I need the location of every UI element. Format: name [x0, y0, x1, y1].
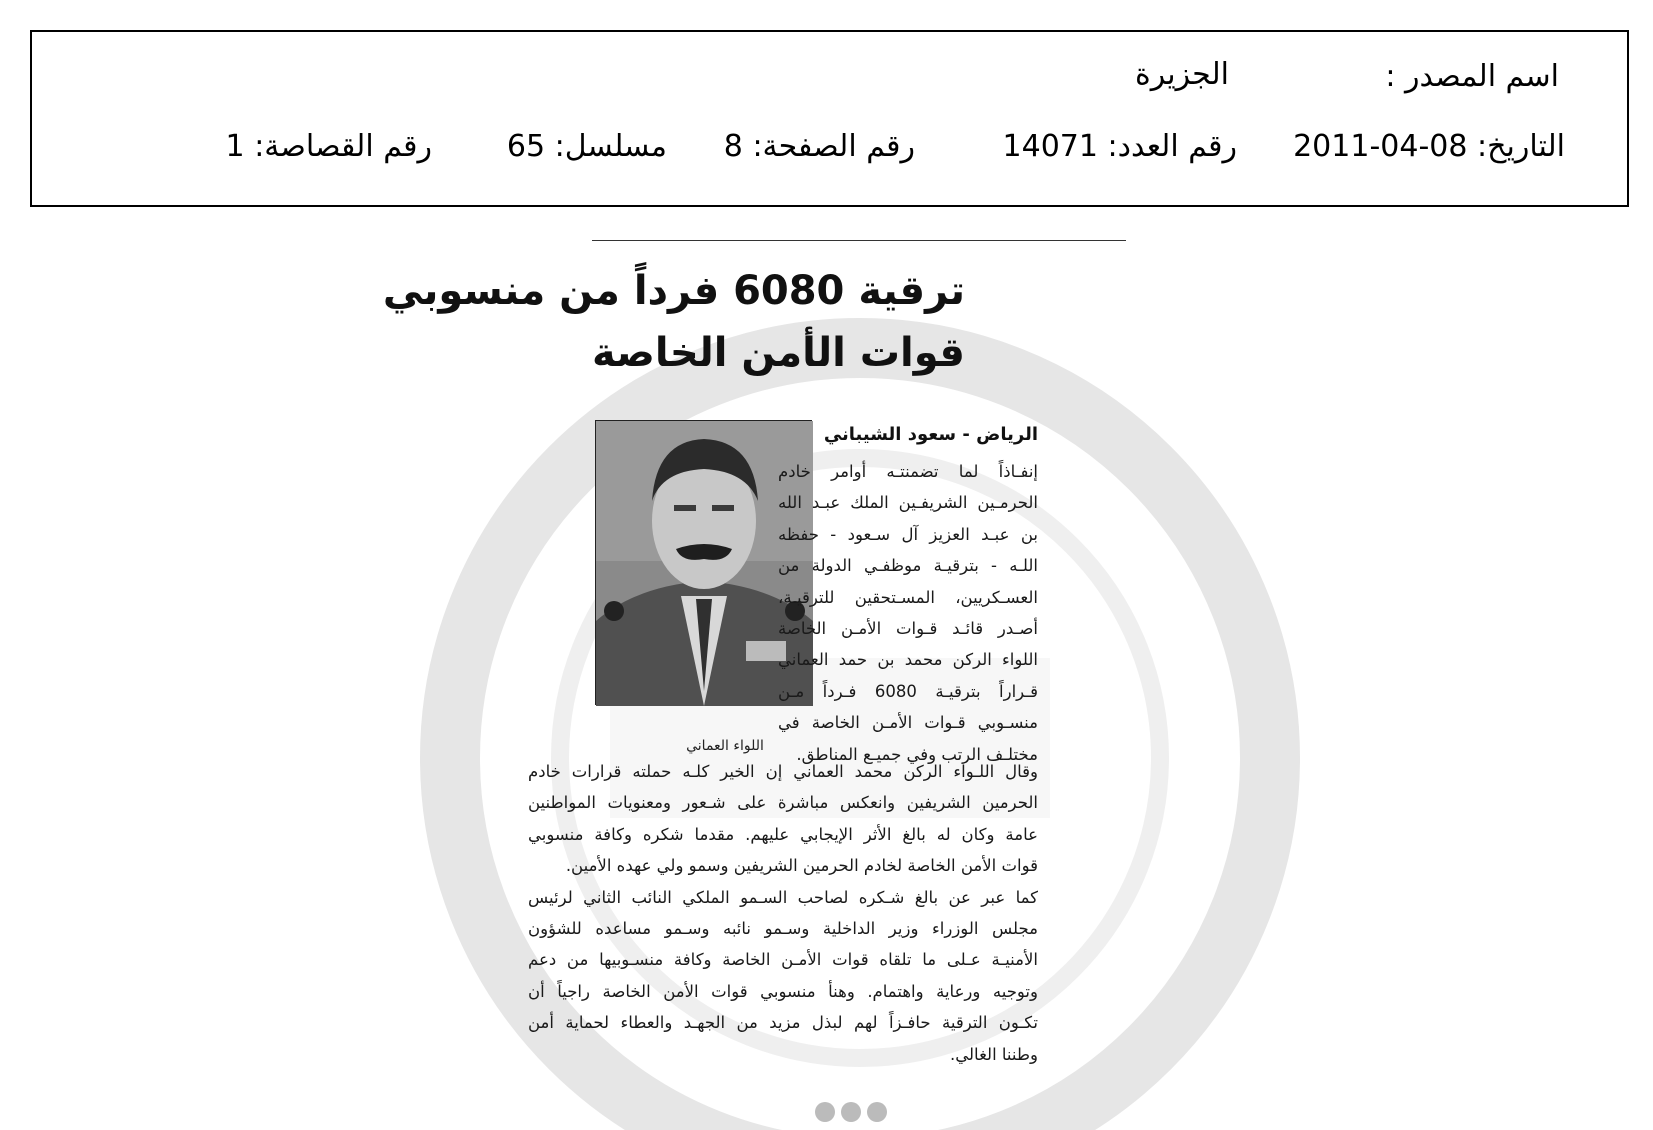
- source-value: الجزيرة: [1134, 57, 1229, 92]
- serial-field: [506, 129, 667, 164]
- text-line: أصـدر قائـد قـوات الأمـن الخاصة: [778, 619, 1038, 639]
- text-line: وتوجيه ورعاية واهتمام. وهنأ منسوبي قوات الأمن الخاصة راجياً أن: [528, 981, 1038, 1001]
- end-marker: [815, 1102, 893, 1126]
- page-field: [723, 129, 915, 164]
- date-label: التاريخ:: [1477, 129, 1565, 164]
- end-dot: [815, 1102, 835, 1122]
- text-line: بن عبـد العزيز آل سـعود - حفظه: [778, 524, 1038, 544]
- end-dot: [867, 1102, 887, 1122]
- source-info-box: [30, 30, 1629, 207]
- clipping-label: رقم القصاصة:: [254, 129, 432, 164]
- article-intro-column: [778, 456, 1038, 770]
- clipping-value: 1: [225, 129, 245, 164]
- text-line: عامة وكان له بالغ الأثر الإيجابي عليهم. مقدما شكره وكافة منسوبي: [528, 824, 1038, 844]
- serial-value: 65: [506, 129, 546, 164]
- text-line: منسـوبي قـوات الأمـن الخاصة في: [778, 713, 1038, 733]
- text-line: وطننا الغالي.: [950, 1044, 1038, 1064]
- page-value: 8: [723, 129, 743, 164]
- issue-value: 14071: [1002, 129, 1098, 164]
- text-line: قوات الأمن الخاصة لخادم الحرمين الشريفين وسمو ولي عهده الأمين.: [565, 856, 1038, 876]
- text-line: الحرمين الشريفين وانعكس مباشرة على شـعور ومعنويات المواطنين: [528, 793, 1038, 813]
- text-line: العسـكريين، المسـتحقين للترقيـة،: [778, 587, 1038, 607]
- article-body: [528, 756, 1038, 1070]
- headline-line-1: ترقية 6080 فرداً من منسوبي: [382, 268, 965, 314]
- text-line: وقال اللـواء الركن محمد العماني إن الخير كلـه حملته قرارات خادم: [528, 762, 1038, 781]
- page-label: رقم الصفحة:: [752, 129, 915, 164]
- text-line: اللـه - بترقيـة موظفـي الدولة من: [778, 556, 1038, 576]
- source-label: اسم المصدر :: [1385, 59, 1559, 94]
- top-rule: [592, 240, 1126, 241]
- text-line: الأمنيـة عـلى ما تلقاه قوات الأمـن الخاصة وكافة منسـوبيها من دعم: [528, 950, 1038, 970]
- text-line: إنفـاذاً لما تضمنتـه أوامر خادم: [778, 462, 1038, 481]
- clipping-field: [225, 129, 432, 164]
- byline: الرياض - سعود الشيباني: [823, 424, 1038, 445]
- issue-field: [1002, 129, 1237, 164]
- serial-label: مسلسل:: [554, 129, 667, 164]
- date-field: [1293, 129, 1565, 164]
- newspaper-clipping: [382, 238, 1130, 1118]
- text-line: مختلـف الرتب وفي جميـع المناطق.: [796, 744, 1038, 764]
- text-line: اللواء الركن محمد بن حمد العماني: [778, 650, 1038, 670]
- text-line: مجلس الوزراء وزير الداخلية وسـمو نائبه وسـمو مساعده للشؤون: [528, 919, 1038, 939]
- photo-caption: اللواء العماني: [686, 738, 764, 754]
- date-value: 08-04-2011: [1293, 129, 1468, 164]
- text-line: قـراراً بترقيـة 6080 فـرداً مـن: [778, 681, 1038, 701]
- issue-label: رقم العدد:: [1107, 129, 1237, 164]
- headline-line-2: قوات الأمن الخاصة: [591, 330, 965, 376]
- text-line: كما عبر عن بالغ شـكره لصاحب السـمو الملكي النائب الثاني لرئيس: [528, 887, 1038, 907]
- text-line: تكـون الترقية حافـزاً لهم لبذل مزيد من الجهـد والعطاء لحماية أمن: [528, 1013, 1038, 1033]
- text-line: الحرمـين الشريفـين الملك عبـد الله: [778, 493, 1038, 513]
- end-dot: [841, 1102, 861, 1122]
